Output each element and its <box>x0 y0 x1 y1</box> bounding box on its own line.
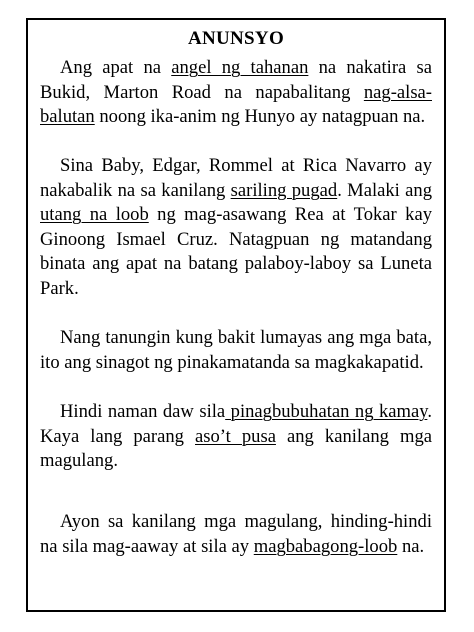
text-segment: Ayon sa kanilang mga magulang, hinding-hindi na sila mag-aaway at sila ay <box>40 511 432 557</box>
paragraph-2 <box>40 154 432 302</box>
paragraph-3 <box>40 326 432 375</box>
text-segment: Ang apat na <box>60 57 172 78</box>
text-segment: . Malaki ang <box>337 179 432 201</box>
underlined-phrase: angel ng tahanan <box>171 57 309 78</box>
underlined-phrase: magbabagong-loob <box>253 535 398 557</box>
paragraph-1 <box>40 56 432 130</box>
text-segment: na. <box>397 535 425 557</box>
underlined-phrase: utang na loob <box>40 204 149 226</box>
text-segment: noong ika-anim ng Hunyo ay natagpuan na. <box>94 106 426 128</box>
text-segment: ng mag-asawang Rea at Tokar kay Ginoong Ismael Cruz. Natagpuan ng matandang binata ang apat na batang palaboy-laboy sa Luneta Park. <box>40 204 432 299</box>
underlined-phrase: sariling pugad <box>230 179 338 201</box>
announcement-border <box>26 18 446 612</box>
paragraph-5 <box>40 510 432 559</box>
text-segment: . Kaya lang parang <box>40 401 432 447</box>
text-segment: Sina Baby, Edgar, Rommel at Rica Navarro ay nakabalik na sa kanilang <box>40 155 432 201</box>
text-segment: ang kanilang mga magulang. <box>40 425 432 472</box>
text-segment: na nakatira sa Bukid, Marton Road na napabalitang <box>40 57 432 103</box>
underlined-phrase: aso’t pusa <box>195 425 276 447</box>
underlined-phrase: pinagbubuhatan ng kamay <box>225 401 428 422</box>
text-segment: Hindi naman daw sila <box>60 401 226 422</box>
text-segment: Nang tanungin kung bakit lumayas ang mga bata, ito ang sinagot ng pinakamatanda sa magkakapatid. <box>40 327 432 373</box>
underlined-phrase: nag-alsa-balutan <box>40 81 432 128</box>
paragraph-4 <box>40 400 432 474</box>
document-title: ANUNSYO <box>187 28 285 49</box>
